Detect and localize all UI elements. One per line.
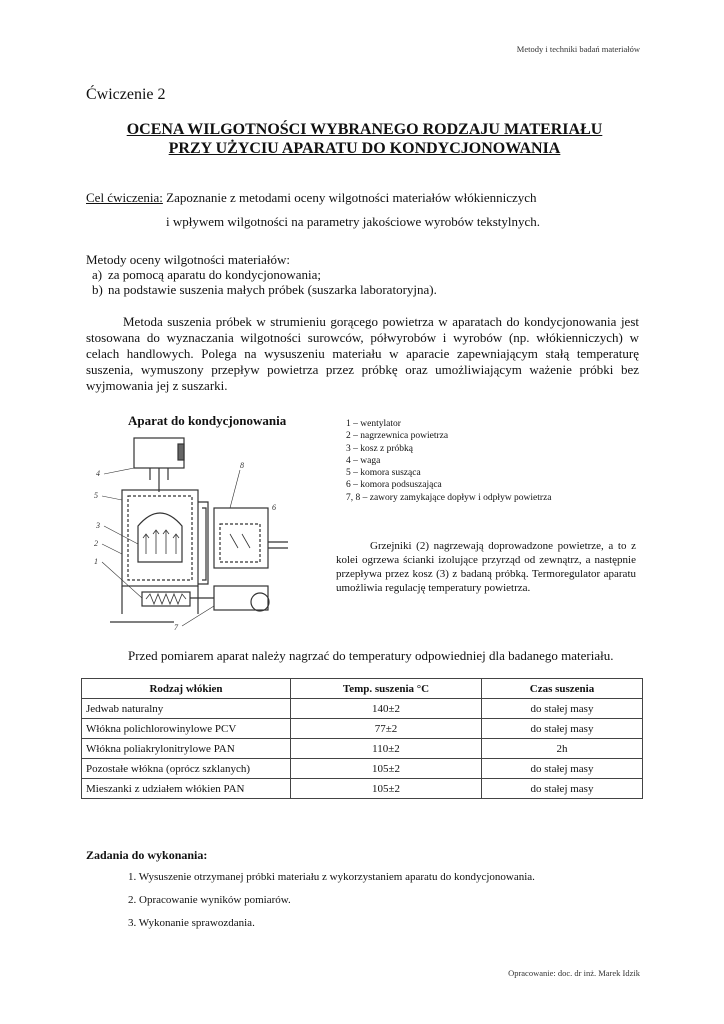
legend-item: 6 – komora podsuszająca [346, 480, 442, 491]
apparatus-description: Grzejniki (2) nagrzewają doprowadzone powietrze, a to z kolei ogrzewa ścianki izolujące przyrząd od zewnątrz, a następnie przepływa przez kosz (3) z badaną próbką. Termoregulator aparatu umożliwia regulację temperatury powietrza. [336, 540, 636, 594]
list-marker: b) [92, 282, 103, 297]
page-header-course: Metody i techniki badań materiałów [516, 44, 640, 54]
table-row [82, 759, 643, 779]
diagram-label: 5 [94, 491, 98, 500]
apparatus-title: Aparat do kondycjonowania [128, 413, 287, 428]
task-item: 3. Wykonanie sprawozdania. [128, 917, 255, 929]
table-cell: Włókna poliakrylonitrylowe PAN [82, 739, 291, 759]
methods-item-b [92, 282, 437, 297]
diagram-label: 1 [94, 557, 98, 566]
diagram-label: 6 [272, 503, 276, 512]
column-header: Rodzaj włókien [82, 679, 291, 699]
diagram-label: 4 [96, 469, 100, 478]
page-footer-author: Opracowanie: doc. dr inż. Marek Idzik [508, 968, 640, 978]
table-header-row [82, 679, 643, 699]
apparatus-diagram [90, 434, 290, 634]
table-cell: 140±2 [291, 699, 482, 719]
table-row [82, 699, 643, 719]
table-cell: 77±2 [291, 719, 482, 739]
table-cell: Mieszanki z udziałem włókien PAN [82, 779, 291, 799]
table-row [82, 719, 643, 739]
task-item: 1. Wysuszenie otrzymanej próbki materiału z wykorzystaniem aparatu do kondycjonowania. [128, 871, 535, 883]
table-cell: do stałej masy [482, 779, 643, 799]
table-row [82, 779, 643, 799]
methods-heading: Metody oceny wilgotności materiałów: [86, 252, 290, 267]
tasks-heading: Zadania do wykonania: [86, 848, 208, 862]
list-item-text: za pomocą aparatu do kondycjonowania; [108, 267, 321, 282]
legend-item: 7, 8 – zawory zamykające dopływ i odpływ powietrza [346, 492, 552, 503]
methods-section [86, 252, 437, 297]
list-item-text: na podstawie suszenia małych próbek (suszarka laboratoryjna). [108, 282, 437, 297]
table-cell: Włókna polichlorowinylowe PCV [82, 719, 291, 739]
column-header: Temp. suszenia °C [291, 679, 482, 699]
goal-text-line-2: i wpływem wilgotności na parametry jakościowe wyrobów tekstylnych. [166, 214, 541, 229]
diagram-label: 3 [96, 521, 100, 530]
table-cell: 105±2 [291, 779, 482, 799]
preheat-note: Przed pomiarem aparat należy nagrzać do temperatury odpowiedniej dla badanego materiału. [128, 648, 614, 663]
document-title [86, 120, 643, 158]
list-marker: a) [92, 267, 103, 282]
goal-text-line-1: Zapoznanie z metodami oceny wilgotności materiałów włókienniczych [162, 190, 537, 205]
drying-chamber [122, 490, 198, 586]
tasks-list [128, 866, 535, 935]
column-header: Czas suszenia [482, 679, 643, 699]
table-cell: do stałej masy [482, 719, 643, 739]
diagram-label: 8 [240, 461, 244, 470]
method-description-paragraph: Metoda suszenia próbek w strumieniu gorącego powietrza w aparatach do kondycjonowania jest stosowana do wyznaczania wilgotności surowców, półwyrobów i wyrobów (np. włókienniczych) w celach handlowych. Polega na wysuszeniu materiału w aparacie zapewniającym stałą temperaturę suszenia, wymuszony przepływ powietrza przez próbkę oraz umożliwiającym ważenie próbki bez wyjmowania jej z suszarki. [86, 314, 639, 393]
diagram-label: 2 [94, 539, 98, 548]
legend-item: 4 – waga [346, 455, 381, 466]
legend-item: 2 – nagrzewnica powietrza [346, 431, 449, 442]
title-line-2: PRZY UŻYCIU APARATU DO KONDYCJONOWANIA [168, 140, 561, 157]
exercise-goal [86, 190, 537, 206]
table-cell: Jedwab naturalny [82, 699, 291, 719]
table-cell: 2h [482, 739, 643, 759]
diagram-label: 7 [174, 623, 178, 632]
table-cell: 110±2 [291, 739, 482, 759]
table-cell: Pozostałe włókna (oprócz szklanych) [82, 759, 291, 779]
legend-item: 5 – komora susząca [346, 468, 421, 479]
table-cell: do stałej masy [482, 759, 643, 779]
sample-basket [138, 513, 182, 562]
table-cell: 105±2 [291, 759, 482, 779]
fan-housing [214, 586, 268, 610]
methods-item-a [92, 267, 437, 282]
legend-item: 1 – wentylator [346, 419, 401, 429]
drying-parameters-table [81, 678, 643, 799]
goal-label: Cel ćwiczenia: [86, 190, 163, 205]
table-cell: do stałej masy [482, 699, 643, 719]
methods-list [86, 267, 437, 297]
exercise-label: Ćwiczenie 2 [86, 86, 166, 103]
apparatus-legend [346, 418, 552, 504]
table-row [82, 739, 643, 759]
task-item: 2. Opracowanie wyników pomiarów. [128, 894, 291, 906]
title-line-1: OCENA WILGOTNOŚCI WYBRANEGO RODZAJU MATERIAŁU [126, 121, 603, 138]
legend-item: 3 – kosz z próbką [346, 443, 414, 454]
scale-housing [134, 438, 184, 468]
